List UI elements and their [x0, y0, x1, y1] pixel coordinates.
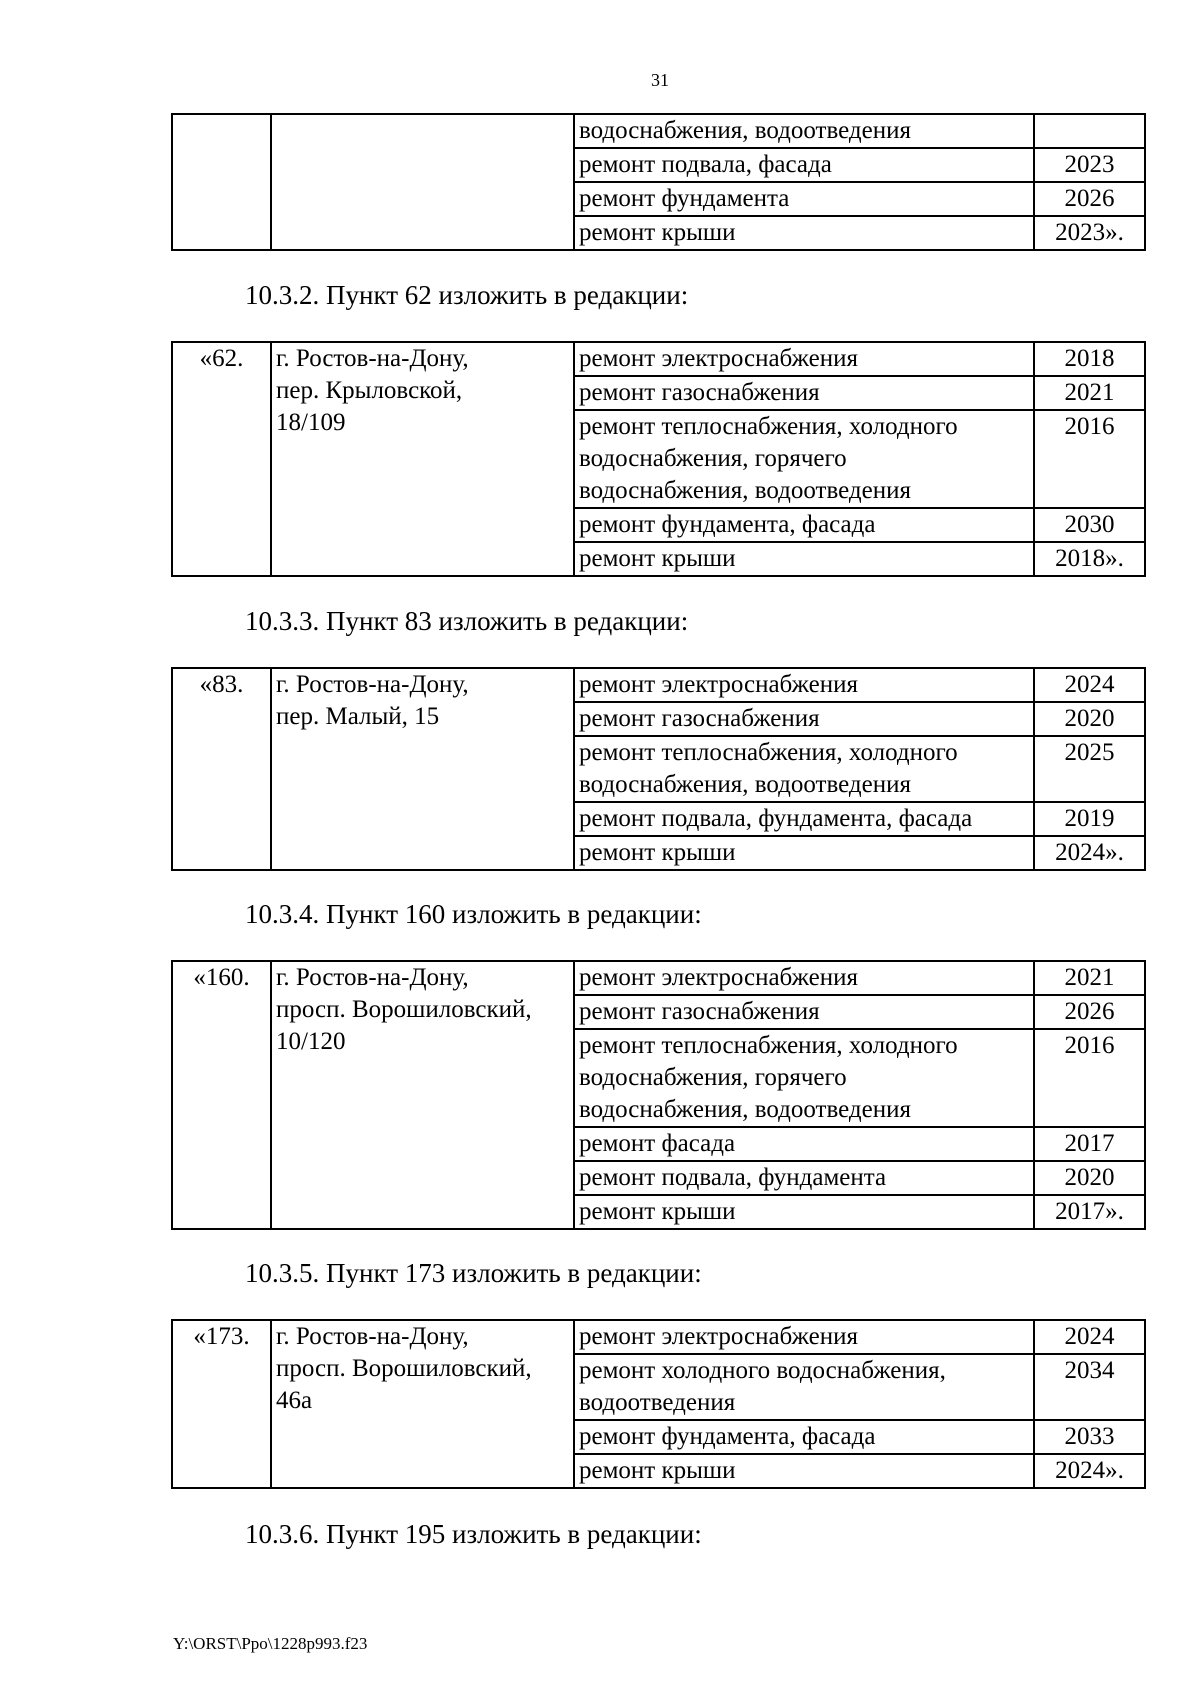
work-cell: ремонт фундамента, фасада	[574, 508, 1034, 542]
work-cell: ремонт электроснабжения	[574, 668, 1034, 702]
section-heading: 10.3.5. Пункт 173 изложить в редакции:	[245, 1258, 702, 1288]
address-cell	[271, 114, 574, 250]
address-cell: г. Ростов-на-Дону, просп. Ворошиловский, 10/120	[271, 961, 574, 1229]
continuation-table	[171, 113, 1146, 251]
year-cell: 2024	[1034, 1320, 1145, 1354]
work-cell: ремонт газоснабжения	[574, 995, 1034, 1029]
year-cell: 2020	[1034, 1161, 1145, 1195]
year-cell: 2023».	[1034, 216, 1145, 250]
work-cell: ремонт фундамента, фасада	[574, 1420, 1034, 1454]
work-cell: ремонт теплоснабжения, холодного водоснабжения, водоотведения	[574, 736, 1034, 802]
year-cell: 2033	[1034, 1420, 1145, 1454]
work-cell: ремонт подвала, фундамента	[574, 1161, 1034, 1195]
year-cell: 2020	[1034, 702, 1145, 736]
work-cell: ремонт крыши	[574, 836, 1034, 870]
item-number-cell	[172, 114, 271, 250]
year-cell: 2023	[1034, 148, 1145, 182]
work-cell: водоснабжения, водоотведения	[574, 114, 1034, 148]
section-heading: 10.3.4. Пункт 160 изложить в редакции:	[245, 899, 702, 929]
work-cell: ремонт крыши	[574, 1195, 1034, 1229]
work-cell: ремонт крыши	[574, 542, 1034, 576]
work-cell: ремонт газоснабжения	[574, 702, 1034, 736]
item-number-cell: «173.	[172, 1320, 271, 1488]
work-cell: ремонт фундамента	[574, 182, 1034, 216]
year-cell: 2016	[1034, 1029, 1145, 1127]
item-table	[171, 960, 1146, 1230]
year-cell: 2016	[1034, 410, 1145, 508]
footer-file-path: Y:\ORST\Ppo\1228p993.f23	[173, 1634, 368, 1653]
section-heading: 10.3.3. Пункт 83 изложить в редакции:	[245, 606, 689, 636]
address-cell: г. Ростов-на-Дону, пер. Крыловской, 18/109	[271, 342, 574, 576]
table-row	[172, 961, 1145, 995]
work-cell: ремонт газоснабжения	[574, 376, 1034, 410]
year-cell: 2024».	[1034, 1454, 1145, 1488]
year-cell: 2030	[1034, 508, 1145, 542]
item-table	[171, 341, 1146, 577]
year-cell: 2018».	[1034, 542, 1145, 576]
year-cell: 2018	[1034, 342, 1145, 376]
year-cell: 2025	[1034, 736, 1145, 802]
address-cell: г. Ростов-на-Дону, просп. Ворошиловский, 46а	[271, 1320, 574, 1488]
year-cell: 2019	[1034, 802, 1145, 836]
work-cell: ремонт теплоснабжения, холодного водоснабжения, горячего водоснабжения, водоотведения	[574, 410, 1034, 508]
work-cell: ремонт крыши	[574, 216, 1034, 250]
work-cell: ремонт электроснабжения	[574, 1320, 1034, 1354]
table-row	[172, 114, 1145, 148]
section-heading: 10.3.2. Пункт 62 изложить в редакции:	[245, 280, 689, 310]
work-cell: ремонт электроснабжения	[574, 342, 1034, 376]
year-cell: 2021	[1034, 376, 1145, 410]
work-cell: ремонт подвала, фундамента, фасада	[574, 802, 1034, 836]
work-cell: ремонт крыши	[574, 1454, 1034, 1488]
item-number-cell: «160.	[172, 961, 271, 1229]
year-cell: 2026	[1034, 995, 1145, 1029]
year-cell: 2017	[1034, 1127, 1145, 1161]
year-cell: 2024».	[1034, 836, 1145, 870]
work-cell: ремонт подвала, фасада	[574, 148, 1034, 182]
year-cell: 2034	[1034, 1354, 1145, 1420]
page-number: 31	[651, 70, 669, 90]
work-cell: ремонт теплоснабжения, холодного водоснабжения, горячего водоснабжения, водоотведения	[574, 1029, 1034, 1127]
work-cell: ремонт холодного водоснабжения, водоотведения	[574, 1354, 1034, 1420]
table-row	[172, 668, 1145, 702]
table-row	[172, 342, 1145, 376]
item-number-cell: «83.	[172, 668, 271, 870]
work-cell: ремонт электроснабжения	[574, 961, 1034, 995]
work-cell: ремонт фасада	[574, 1127, 1034, 1161]
section-heading: 10.3.6. Пункт 195 изложить в редакции:	[245, 1519, 702, 1549]
year-cell	[1034, 114, 1145, 148]
year-cell: 2017».	[1034, 1195, 1145, 1229]
year-cell: 2026	[1034, 182, 1145, 216]
table-row	[172, 1320, 1145, 1354]
item-table	[171, 1319, 1146, 1489]
item-table	[171, 667, 1146, 871]
address-cell: г. Ростов-на-Дону, пер. Малый, 15	[271, 668, 574, 870]
year-cell: 2021	[1034, 961, 1145, 995]
year-cell: 2024	[1034, 668, 1145, 702]
item-number-cell: «62.	[172, 342, 271, 576]
